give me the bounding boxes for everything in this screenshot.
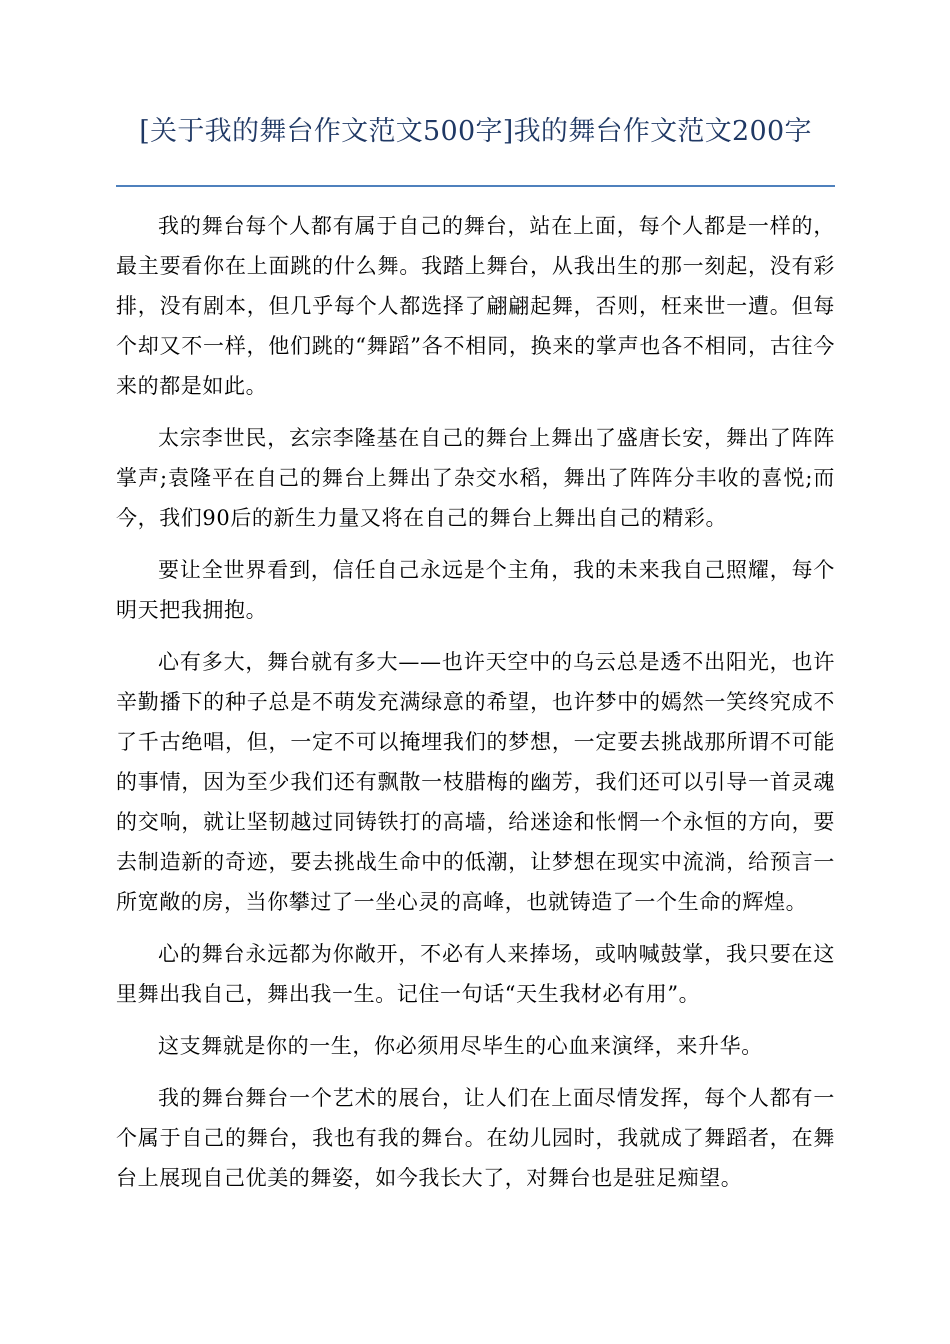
paragraph-3: 要让全世界看到，信任自己永远是个主角，我的未来我自己照耀，每个明天把我拥抱。 [116, 558, 835, 622]
paragraph-1: 我的舞台每个人都有属于自己的舞台，站在上面，每个人都是一样的，最主要看你在上面跳的什么舞。我踏上舞台，从我出生的那一刻起，没有彩排，没有剧本，但几乎每个人都选择了翩翩起舞，否则，枉来世一遭。但每个却又不一样，他们跳的“舞蹈”各不相同，换来的掌声也各不相同，古往今来的都是如此。 [116, 214, 835, 398]
title-block [116, 114, 835, 150]
paragraph-5: 心的舞台永远都为你敞开，不必有人来捧场，或呐喊鼓掌，我只要在这里舞出我自己，舞出我一生。记住一句话“天生我材必有用”。 [116, 942, 835, 1006]
paragraph-7: 我的舞台舞台一个艺术的展台，让人们在上面尽情发挥，每个人都有一个属于自己的舞台，我也有我的舞台。在幼儿园时，我就成了舞蹈者，在舞台上展现自己优美的舞姿，如今我长大了，对舞台也是驻足痴望。 [116, 1086, 835, 1190]
paragraph-6: 这支舞就是你的一生，你必须用尽毕生的心血来演绎，来升华。 [158, 1034, 763, 1058]
document-body [116, 206, 835, 1210]
paragraph-4: 心有多大，舞台就有多大——也许天空中的乌云总是透不出阳光，也许辛勤播下的种子总是不萌发充满绿意的希望，也许梦中的嫣然一笑终究成不了千古绝唱，但，一定不可以掩埋我们的梦想，一定要去挑战那所谓不可能的事情，因为至少我们还有飘散一枝腊梅的幽芳，我们还可以引导一首灵魂的交响，就让坚韧越过同铸铁打的高墙，给迷途和怅惘一个永恒的方向，要去制造新的奇迹，要去挑战生命中的低潮，让梦想在现实中流淌，给预言一所宽敞的房，当你攀过了一坐心灵的高峰，也就铸造了一个生命的辉煌。 [116, 650, 835, 914]
paragraph-2: 太宗李世民，玄宗李隆基在自己的舞台上舞出了盛唐长安，舞出了阵阵掌声;袁隆平在自己的舞台上舞出了杂交水稻，舞出了阵阵分丰收的喜悦;而今，我们90后的新生力量又将在自己的舞台上舞出自己的精彩。 [116, 426, 835, 530]
title-underline-divider [116, 185, 835, 187]
document-title: [关于我的舞台作文范文500字]我的舞台作文范文200字 [139, 116, 812, 147]
